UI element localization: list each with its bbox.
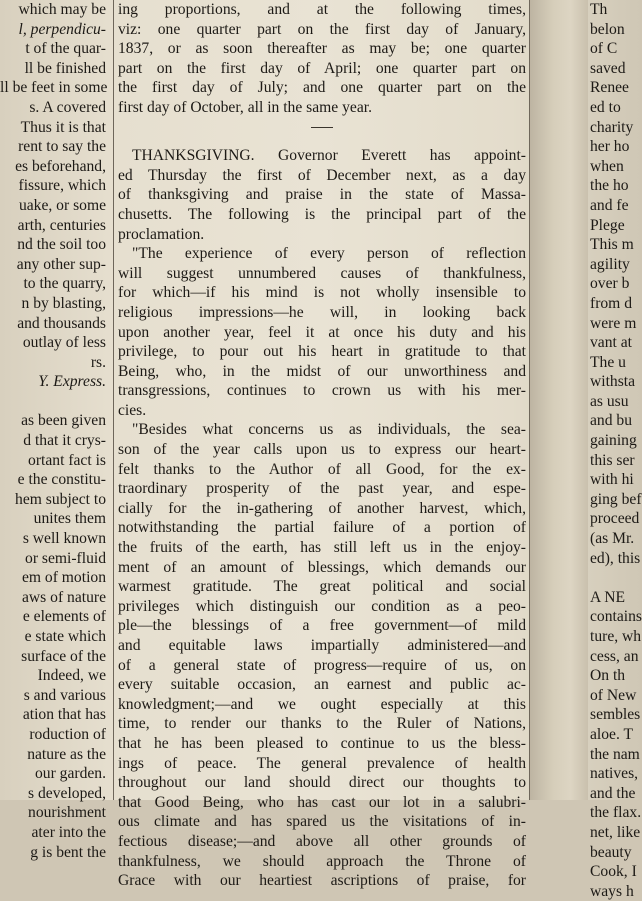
text-line: ways h xyxy=(590,882,634,900)
text-line: ple—the blessings of a free government—of mild xyxy=(118,617,526,635)
text-line: s well known xyxy=(22,530,106,548)
text-line: ed), this xyxy=(590,549,641,567)
text-line: Indeed, we xyxy=(37,667,106,685)
text-line: Thus it is that xyxy=(20,118,106,136)
text-line: that he has been pleased to continue to us the bless- xyxy=(118,734,526,752)
text-line: which may be xyxy=(18,1,106,18)
text-line: part on the first day of April; one quarter part on xyxy=(118,59,526,77)
text-line: this ser xyxy=(590,451,635,469)
text-line: g is bent the xyxy=(30,843,106,861)
text-line: chusetts. The following is the principal part of the xyxy=(118,205,526,223)
text-line: 1837, or as soon thereafter as may be; one quarter xyxy=(118,40,526,58)
text-line: gaining xyxy=(590,432,637,450)
separator-rule xyxy=(311,127,333,128)
text-line: e the constitu- xyxy=(17,471,106,489)
text-line: ing proportions, and at the following times, xyxy=(118,1,526,18)
text-line: as usu xyxy=(590,392,629,410)
text-line: natives, xyxy=(590,765,639,783)
text-line: from d xyxy=(590,294,633,312)
text-line: A NE xyxy=(590,588,626,606)
text-line: time, to render our thanks to the Ruler of Nations, xyxy=(118,715,526,733)
text-line: beauty xyxy=(590,843,632,861)
text-line: of C xyxy=(590,40,618,58)
text-line: proclamation. xyxy=(118,225,205,243)
text-line: for which—if his mind is not wholly insensible to xyxy=(118,284,526,302)
text-line: ous climate and has spared us the visitations of in- xyxy=(118,813,526,831)
text-line: over b xyxy=(590,275,630,293)
text-line: s developed, xyxy=(28,784,106,802)
text-line: uake, or some xyxy=(18,196,106,214)
text-line xyxy=(590,568,640,588)
text-line: ation that has xyxy=(22,706,106,724)
text-line: e state which xyxy=(24,628,106,645)
text-line: the first day of July; and one quarter part on the xyxy=(118,79,526,97)
text-line: t of the quar- xyxy=(25,40,106,58)
text-line: were m xyxy=(590,314,637,332)
text-line: ging bef xyxy=(590,490,642,508)
text-line: religious impressions—he will, in looking back xyxy=(118,303,526,321)
text-line: The u xyxy=(590,353,626,371)
text-line: proceed xyxy=(590,510,640,528)
text-line: of New xyxy=(590,686,637,704)
text-line: Y. Express. xyxy=(38,373,106,391)
text-line: the fruits of the earth, has still left us in the enjoy- xyxy=(118,539,526,557)
text-line: unites them xyxy=(33,510,106,528)
text-line: net, like xyxy=(590,823,641,841)
text-line: and equitable laws impartially administered—and xyxy=(118,637,526,654)
text-line: rs. xyxy=(90,353,106,371)
text-line: ment of an amount of blessings, which demands our xyxy=(118,558,526,576)
text-line: Renee xyxy=(590,79,629,97)
text-line: the ho xyxy=(590,177,629,195)
text-line: aws of nature xyxy=(22,588,106,606)
text-line: THANKSGIVING. Governor Everett has appoint- xyxy=(132,147,526,165)
text-line: nd the soil too xyxy=(17,236,106,254)
text-line: cess, an xyxy=(590,647,639,665)
page-gutter xyxy=(530,0,588,800)
text-line: ings of peace. The general prevalence of health xyxy=(118,754,526,772)
text-line: fissure, which xyxy=(18,177,106,195)
text-line: nourishment xyxy=(28,804,106,822)
text-line: roduction of xyxy=(29,725,106,743)
text-line: as been given xyxy=(21,412,106,430)
text-line: ed to xyxy=(590,98,621,116)
left-column xyxy=(0,0,110,861)
text-line: notwithstanding the partial failure of a portion of xyxy=(118,519,526,537)
text-line: hem subject to xyxy=(15,490,106,508)
text-line: Plege xyxy=(590,216,625,234)
text-line: ll be feet in some xyxy=(0,79,108,97)
column-rule xyxy=(113,0,114,800)
text-line: "The experience of every person of reflection xyxy=(132,245,526,263)
text-line: es beforehand, xyxy=(15,157,106,175)
text-line: of thanksgiving and praise in the state of Massa- xyxy=(118,186,526,204)
text-line: ater into the xyxy=(31,823,106,841)
text-line: e elements of xyxy=(22,608,106,626)
text-line: saved xyxy=(590,59,626,77)
text-line: "Besides what concerns us as individuals, the sea- xyxy=(132,421,526,439)
text-line: thankfulness, we should approach the Throne of xyxy=(118,852,526,870)
text-line: transgressions, continues to crown us with his mer- xyxy=(118,382,526,400)
text-line: nature as the xyxy=(27,745,106,763)
text-line: the nam xyxy=(590,745,640,763)
text-line: outlay of less xyxy=(22,334,106,352)
text-line: ture, wh xyxy=(590,628,642,645)
text-line: On th xyxy=(590,667,626,685)
text-line: when xyxy=(590,157,624,175)
text-line: s. A covered xyxy=(29,98,106,116)
text-line: ll be finished xyxy=(24,59,106,77)
text-line: privilege, to pour out his heart in gratitude to that xyxy=(118,343,526,361)
text-line: the flax. xyxy=(590,804,642,822)
text-line xyxy=(0,392,110,412)
text-line: and bu xyxy=(590,412,633,430)
text-line: cies. xyxy=(118,401,147,419)
text-line: felt thanks to the Author of all Good, for the ex- xyxy=(118,460,526,478)
text-line: vant at xyxy=(590,334,632,352)
text-line: rent to say the xyxy=(18,138,106,156)
text-line: our garden. xyxy=(34,765,106,783)
text-line: s and various xyxy=(23,686,106,704)
text-line: d that it crys- xyxy=(23,432,106,450)
text-line: ed Thursday the first of December next, as a day xyxy=(118,166,526,184)
text-line xyxy=(118,127,526,147)
text-line: to the quarry, xyxy=(23,275,106,293)
text-line: Grace with our heartiest ascriptions of praise, for xyxy=(118,872,526,890)
text-line: privileges which distinguish our condition as a peo- xyxy=(118,597,526,615)
text-line: agility xyxy=(590,255,630,273)
text-line: traordinary prosperity of the past year, and espe- xyxy=(118,480,526,498)
text-line: warmest gratitude. The great political and social xyxy=(118,578,526,596)
text-line: son of the year calls upon us to express our heart- xyxy=(118,441,526,459)
text-line: surface of the xyxy=(21,647,106,665)
text-line: or semi-fluid xyxy=(25,549,106,567)
text-line: first day of October, all in the same year. xyxy=(118,98,372,116)
text-line: cially for the in-gathering of another harvest, which, xyxy=(118,499,526,517)
text-line: l, perpendicu- xyxy=(18,20,106,38)
text-line: viz: one quarter part on the first day of January, xyxy=(118,20,526,38)
text-line: n by blasting, xyxy=(21,294,106,312)
text-line: and fe xyxy=(590,196,629,214)
text-line: belon xyxy=(590,20,625,38)
text-line: fectious disease;—and above all other grounds of xyxy=(118,832,526,850)
text-line: Being, who, in the midst of our unworthiness and xyxy=(118,362,526,380)
text-line: aloe. T xyxy=(590,725,634,743)
text-line: This m xyxy=(590,236,634,254)
text-line: and the xyxy=(590,784,636,802)
main-column xyxy=(118,0,526,890)
text-line: and thousands xyxy=(17,314,106,332)
text-line: with hi xyxy=(590,471,634,489)
text-line: ortant fact is xyxy=(28,451,106,469)
text-line: withsta xyxy=(590,373,636,391)
text-line: any other sup- xyxy=(16,255,106,273)
text-line: charity xyxy=(590,118,634,136)
text-line: that Good Being, who has cast our lot in a salubri- xyxy=(118,793,526,811)
text-line: (as Mr. xyxy=(590,530,635,548)
text-line: every suitable occasion, an earnest and public ac- xyxy=(118,676,526,694)
text-line: arth, centuries xyxy=(17,216,106,234)
text-line: contains xyxy=(590,608,642,626)
text-line: her ho xyxy=(590,138,630,156)
text-line: sembles xyxy=(590,706,641,724)
text-line: em of motion xyxy=(21,569,106,587)
right-column xyxy=(590,0,642,900)
text-line: Th xyxy=(590,1,608,18)
text-line: of a general state of progress—require of us, on xyxy=(118,656,526,674)
text-line: upon another year, feel it at once his duty and his xyxy=(118,323,526,341)
text-line: knowledgment;—and we ought especially at this xyxy=(118,695,526,713)
text-line: will suggest unnumbered causes of thankfulness, xyxy=(118,264,526,282)
text-line: Cook, I xyxy=(590,863,637,881)
text-line: throughout our land should direct our thoughts to xyxy=(118,774,526,792)
